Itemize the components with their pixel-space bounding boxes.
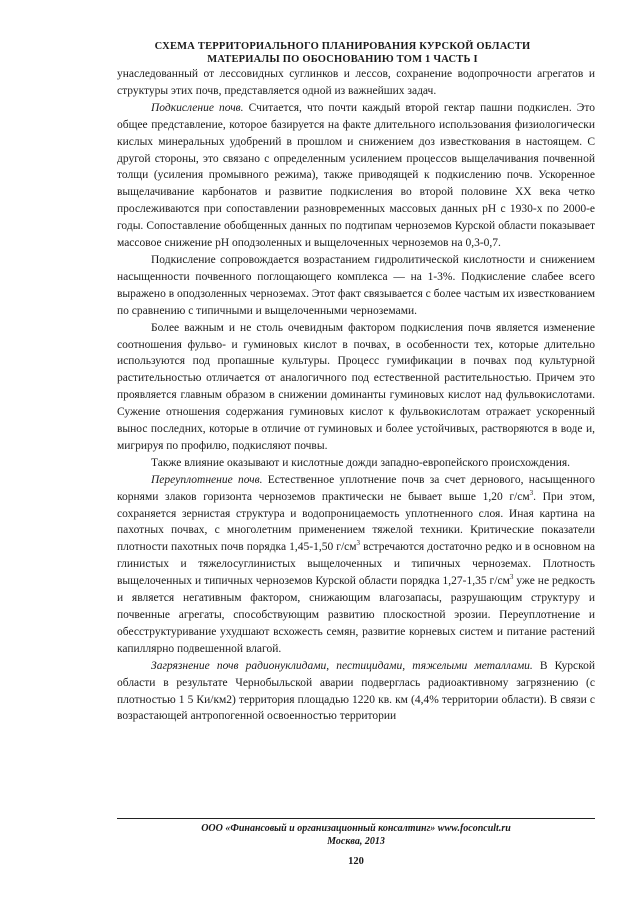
paragraph-continuation: унаследованный от лессовидных суглинков и лессов, сохранение водопрочности агрегатов и структуры этих почв, представляется одной из важнейших задач. [117,68,595,97]
paragraph-text: уже не редкость и является негативным фактором, снижающим влагозапасы, разрушающим структуру и почвенные агрегаты, способствующим развитию плоскостной эрозии. Переуплотнение и обесструктуривание ухудшают всхожесть семян, развитие корневых систем и питание растений капиллярно подвешенной влагой. [117,575,595,655]
section-lead-acidification: Подкисление почв. [151,101,244,114]
paragraph-text: встречаются достаточно редко и в основном на глинистых и тяжелосуглинистых выщелоченных и типичных черноземах. Плотность выщелоченных и типичных черноземов Курской области порядка 1,27-1,35 г/см [117,541,596,588]
paragraph-humic-acids: Более важным и не столь очевидным фактором подкисления почв является изменение соотношения фульво- и гуминовых кислот в почвах, в особенности тех, которые длительно используются под пропашные культуры. Процесс гумификации в почвах под культурной растительностью отличается от аналогичного под естественной растительностью. Причем это проявляется главным образом в снижении доминанты гуминовых кислот над фульвокислотами. Сужение отношения содержания гуминовых кислот к фульвокислотам отражает ускоренный вынос последних, которые в отличие от гуминовых и более устойчивых, растворяются в воде и, мигрируя по профилю, подкисляют почвы. [117,321,595,452]
paragraph-acidification [117,100,595,252]
section-lead-compaction: Переуплотнение почв. [151,473,263,486]
paragraph-text: В Курской области в результате Чернобыльской аварии подверглась радиоактивному загрязнению (с плотностью 1 5 Ки/км2) территория площадью 1220 кв. км (4,4% территории области). В связи с возрастающей антропогенной освоенностью территории [117,659,595,723]
superscript: 3 [509,573,514,582]
footer-city-year: Москва, 2013 [327,835,385,847]
page-number: 120 [348,856,364,867]
body-text [117,66,595,725]
paragraph-compaction [117,472,595,658]
footer-divider [117,818,595,819]
paragraph-text: Считается, что почти каждый второй гектар пашни подкислен. Это общее представление, которое базируется на факте длительного использования физиологически кислых минеральных удобрений в прошлом и снижением доз известкования в настоящем. С другой стороны, это связано с определенным усилением процессов выщелачивания почвенной толщи (усиления промывного режима), также приводящей к подкислению почв. Ускоренное выщелачивание карбонатов и развитие подкисления во второй половине XX века четко прослеживаются при сопоставлении разновременных массовых данных pH с 1930-х по 2000-е годы. Сопоставление обобщенных данных по подтипам черноземов Курской области показывает массовое снижение pH оподзоленных и выщелоченных черноземов на 0,3-0,7. [117,101,595,250]
page-footer [117,823,595,848]
footer-company: ООО «Финансовый и организационный консалтинг» www.foconcult.ru [201,823,511,834]
paragraph-contamination [117,658,595,726]
header-title: СХЕМА ТЕРРИТОРИАЛЬНОГО ПЛАНИРОВАНИЯ КУРСКОЙ ОБЛАСТИ [154,41,531,52]
superscript: 3 [529,488,534,497]
paragraph-text: . При этом, сохраняется зернистая структура и водопроницаемость уплотненного слоя. Иная картина на пахотных почвах, с многолетним применением тяжелой техники. Критические показатели плотности пахотных почв порядка 1,45-1,50 г/см [117,490,596,554]
paragraph-hydrolytic-acidity: Подкисление сопровождается возрастанием гидролитической кислотности и снижением насыщенности почвенного поглощающего комплекса — на 1-3%. Подкисление слабее всего выражено в оподзоленных черноземах. Этот факт связывается с более частым их известкованием по сравнению с типичными и выщелоченными черноземами. [117,253,595,317]
paragraph-text: Естественное уплотнение почв за счет дернового, насыщенного корнями злаков горизонта черноземов практически не бывает выше 1,20 г/см [117,473,595,503]
superscript: 3 [356,539,361,548]
page-header [90,40,595,66]
paragraph-acid-rain: Также влияние оказывают и кислотные дожди западно-европейского происхождения. [151,456,571,469]
section-lead-contamination: Загрязнение почв радионуклидами, пестицидами, тяжелыми металлами. [151,659,533,672]
header-subtitle: МАТЕРИАЛЫ ПО ОБОСНОВАНИЮ ТОМ 1 ЧАСТЬ I [207,54,478,65]
